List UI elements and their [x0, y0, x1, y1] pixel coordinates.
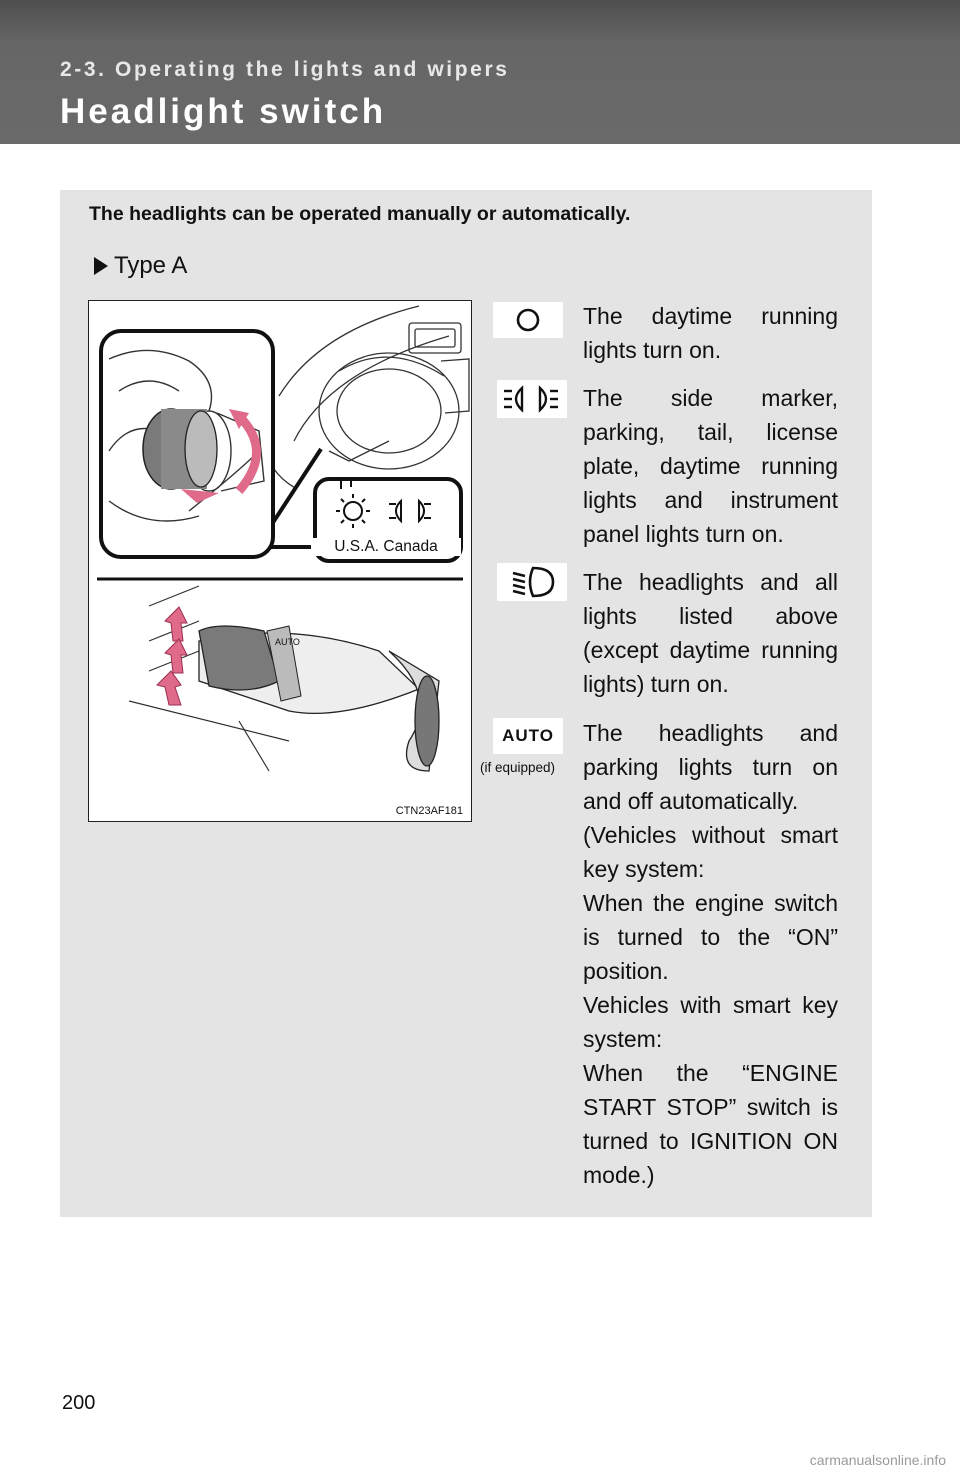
illustration-drawing — [89, 301, 473, 823]
bullet-arrow-icon — [94, 257, 108, 275]
headlight-icon — [497, 563, 567, 601]
item-2-text: The side marker, parking, tail, license plate, daytime running lights and instrument panel lights turn on. — [583, 385, 838, 547]
item-4-text — [583, 716, 838, 1192]
item-4-detail-4: When the “ENGINE START STOP” switch is turned to IGNITION ON mode.) — [583, 1060, 838, 1188]
auto-icon — [493, 718, 563, 754]
item-4-detail-1: (Vehicles without smart key system: — [583, 822, 838, 882]
if-equipped-note: (if equipped) — [480, 760, 556, 775]
svg-text:AUTO: AUTO — [275, 637, 300, 647]
item-4-detail-3: Vehicles with smart key system: — [583, 992, 838, 1052]
type-label: Type A — [114, 252, 188, 279]
page-title: Headlight switch — [60, 92, 387, 131]
item-4-detail-2: When the engine switch is turned to the “ON” position. — [583, 890, 838, 984]
section-label: 2-3. Operating the lights and wipers — [60, 58, 510, 81]
parking-light-icon — [497, 380, 567, 418]
type-heading — [94, 252, 187, 280]
region-label: U.S.A. Canada — [311, 538, 461, 556]
item-4-summary: The headlights and parking lights turn on and off automatically. — [583, 720, 838, 814]
headlight-switch-illustration — [88, 300, 472, 822]
chapter-header — [0, 0, 960, 144]
intro-text: The headlights can be operated manually or automatically. — [89, 203, 631, 225]
item-1-text: The daytime running lights turn on. — [583, 303, 838, 363]
figure-code: CTN23AF181 — [395, 805, 463, 817]
daytime-running-light-icon — [493, 302, 563, 338]
auto-icon-text: AUTO — [502, 726, 554, 745]
page-number: 200 — [62, 1392, 96, 1414]
watermark: carmanualsonline.info — [809, 1452, 946, 1468]
item-3-text: The headlights and all lights listed above (except daytime running lights) turn on. — [583, 569, 838, 697]
